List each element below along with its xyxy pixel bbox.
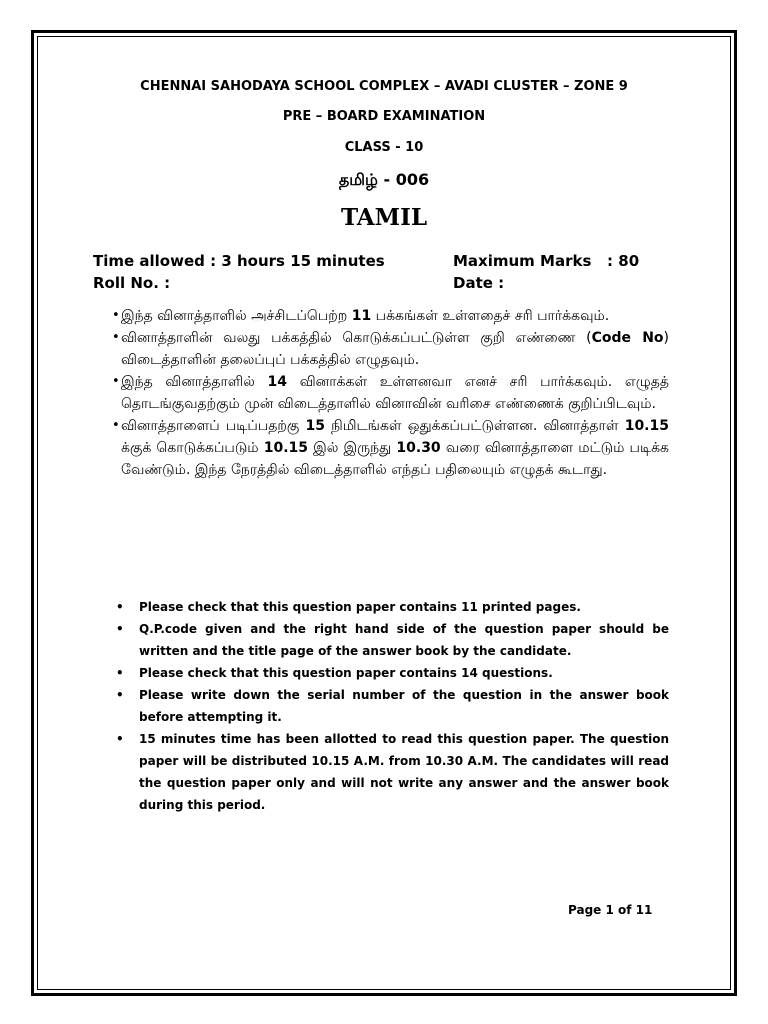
instruction-text: வினாத்தாளைப் படிப்பதற்கு — [121, 418, 306, 434]
english-instruction-item: • Please check that this question paper contains 14 questions. — [96, 662, 669, 684]
instruction-text: இந்த வினாத்தாளில் அச்சிடப்பெற்ற — [121, 308, 352, 324]
english-instructions-list — [96, 596, 669, 816]
instruction-text: க்குக் கொடுக்கப்படும் — [121, 440, 264, 456]
subject-code: தமிழ் - 006 — [338, 170, 430, 189]
instruction-number: 10.15 — [624, 418, 669, 434]
instruction-number: 10.15 — [263, 440, 309, 456]
tamil-instruction-item — [96, 305, 669, 327]
instruction-text: நிமிடங்கள் ஒதுக்கப்பட்டுள்ளன. வினாத்தாள் — [324, 418, 625, 434]
maximum-marks: Maximum Marks : 80 — [453, 252, 640, 270]
english-instruction-item: • 15 minutes time has been allotted to read this question paper. The question paper will be distributed 10.15 A.M. from 10.30 A.M. The candidates will read the question paper only and will not write any answer and the answer book during this period. — [96, 728, 669, 816]
page-number: Page 1 of 11 — [568, 903, 653, 917]
tamil-instructions-list — [96, 305, 669, 481]
time-allowed: Time allowed : 3 hours 15 minutes — [93, 252, 385, 270]
instruction-number: 10.30 — [396, 440, 441, 456]
instruction-code-term: Code No — [591, 330, 664, 346]
instruction-text: பக்கங்கள் உள்ளதைச் சரி பார்க்கவும். — [371, 308, 610, 324]
exam-name: PRE – BOARD EXAMINATION — [282, 109, 486, 124]
instruction-text: வினாக்கள் உள்ளனவா எனச் சரி பார்க்கவும். எழுதத் தொடங்குவதற்கும் முன் விடைத்தாளில் வினாவின் வரிசை எண்ணைக் குறிப்பிடவும். — [121, 374, 669, 412]
instruction-text: வினாத்தாளின் வலது பக்கத்தில் கொடுக்கப்பட்டுள்ள குறி எண்ணை ( — [121, 330, 592, 346]
class-label: CLASS - 10 — [344, 140, 424, 155]
instruction-number: 11 — [351, 308, 372, 324]
instruction-number: 15 — [305, 418, 325, 434]
instruction-text: வரை வினாத்தாளை மட்டும் படிக்க வேண்டும். இந்த நேரத்தில் விடைத்தாளில் எந்தப் பதிலையும் எழுதக் கூடாது. — [121, 440, 670, 478]
instruction-text: இல் இருந்து — [308, 440, 397, 456]
tamil-instruction-item — [96, 371, 669, 415]
date-label: Date : — [453, 274, 505, 292]
instruction-text: ) விடைத்தாளின் தலைப்புப் பக்கத்தில் எழுதவும். — [121, 330, 669, 368]
tamil-instruction-item — [96, 415, 669, 481]
english-instruction-item: • Please write down the serial number of the question in the answer book before attempting it. — [96, 684, 669, 728]
instruction-number: 14 — [267, 374, 288, 390]
instruction-text: இந்த வினாத்தாளில் — [121, 374, 268, 390]
english-instruction-item: • Please check that this question paper contains 11 printed pages. — [96, 596, 669, 618]
tamil-instruction-item — [96, 327, 669, 371]
roll-no-label: Roll No. : — [93, 274, 171, 292]
english-instruction-item: • Q.P.code given and the right hand side of the question paper should be written and the title page of the answer book by the candidate. — [96, 618, 669, 662]
subject-title: TAMIL — [340, 204, 428, 231]
school-name: CHENNAI SAHODAYA SCHOOL COMPLEX – AVADI CLUSTER – ZONE 9 — [140, 79, 628, 94]
